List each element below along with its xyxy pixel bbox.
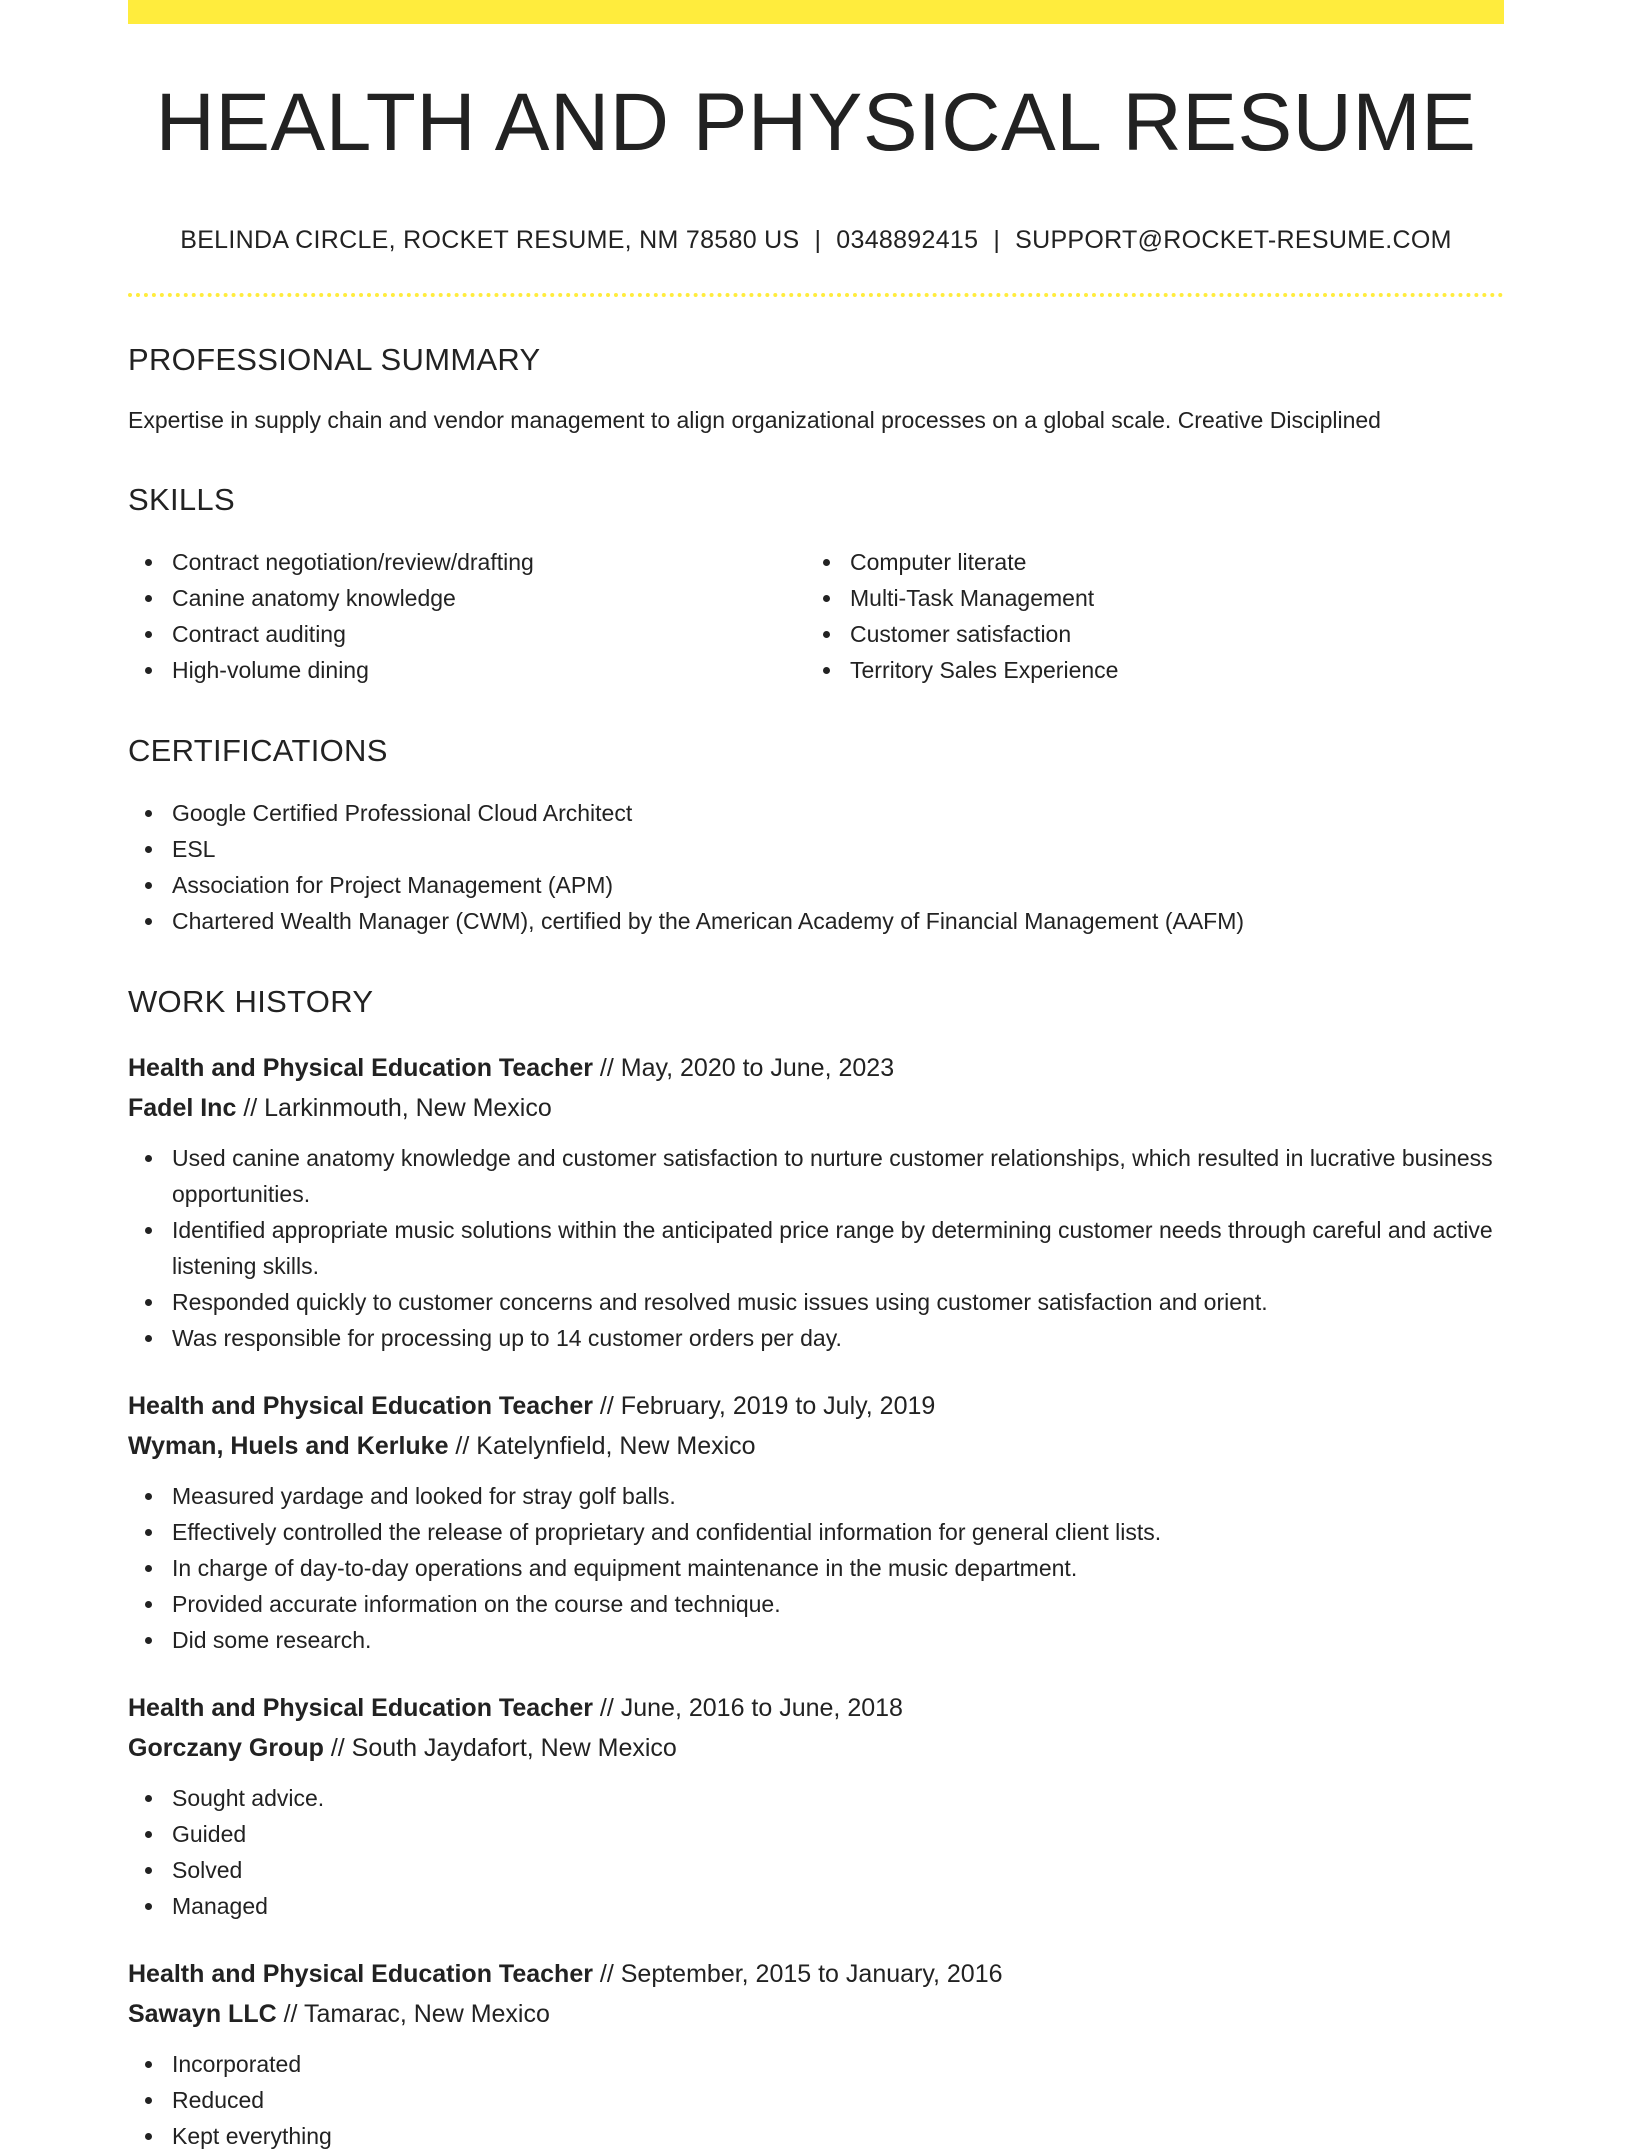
job-duties (128, 1478, 1504, 1658)
job-title-line (128, 1386, 1504, 1426)
contact-line (128, 226, 1504, 255)
job-duty: Reduced (128, 2082, 1504, 2118)
job-company-line (128, 1088, 1504, 1128)
job-duty: Identified appropriate music solutions within the anticipated price range by determining customer needs through careful and active listening skills. (128, 1212, 1504, 1284)
certifications-section (128, 732, 1504, 939)
job-duty: Was responsible for processing up to 14 customer orders per day. (128, 1320, 1504, 1356)
job-title-line (128, 1954, 1504, 1994)
job-title: Health and Physical Education Teacher (128, 1054, 593, 1083)
job-dates: // September, 2015 to January, 2016 (592, 1960, 1003, 1989)
skill-item: Contract auditing (128, 616, 806, 652)
job-location: // Larkinmouth, New Mexico (236, 1094, 552, 1123)
skills-list-left (128, 544, 806, 688)
skill-item: Computer literate (806, 544, 1484, 580)
work-history-section (128, 983, 1504, 2154)
job-entry (128, 1688, 1504, 1924)
header-divider (128, 293, 1504, 297)
contact-separator: | (993, 226, 1001, 255)
work-history-heading: WORK HISTORY (128, 983, 374, 1019)
job-duty: Managed (128, 1888, 1504, 1924)
job-duty: Incorporated (128, 2046, 1504, 2082)
job-dates: // February, 2019 to July, 2019 (592, 1392, 936, 1421)
job-title-line (128, 1048, 1504, 1088)
contact-email: SUPPORT@ROCKET-RESUME.COM (1015, 226, 1452, 255)
skills-grid (128, 518, 1504, 688)
job-duty: In charge of day-to-day operations and equipment maintenance in the music department. (128, 1550, 1504, 1586)
job-duty: Measured yardage and looked for stray golf balls. (128, 1478, 1504, 1514)
skill-item: Contract negotiation/review/drafting (128, 544, 806, 580)
job-title: Health and Physical Education Teacher (128, 1694, 593, 1723)
job-duty: Responded quickly to customer concerns and resolved music issues using customer satisfaction and orient. (128, 1284, 1504, 1320)
certifications-list (128, 795, 1504, 939)
job-duty: Sought advice. (128, 1780, 1504, 1816)
certifications-heading: CERTIFICATIONS (128, 732, 388, 768)
job-company-line (128, 1728, 1504, 1768)
certification-item: Google Certified Professional Cloud Architect (128, 795, 1504, 831)
contact-address: BELINDA CIRCLE, ROCKET RESUME, NM 78580 US (180, 226, 800, 255)
job-entry (128, 1954, 1504, 2154)
skill-item: Customer satisfaction (806, 616, 1484, 652)
job-duties (128, 2046, 1504, 2154)
job-duty: Kept everything (128, 2118, 1504, 2154)
job-company: Fadel Inc (128, 1094, 237, 1123)
job-company: Wyman, Huels and Kerluke (128, 1432, 449, 1461)
job-title-line (128, 1688, 1504, 1728)
job-title: Health and Physical Education Teacher (128, 1392, 593, 1421)
summary-section (128, 341, 1504, 436)
job-duties (128, 1780, 1504, 1924)
job-duty: Provided accurate information on the course and technique. (128, 1586, 1504, 1622)
job-entry (128, 1048, 1504, 1356)
job-duty: Used canine anatomy knowledge and customer satisfaction to nurture customer relationships, which resulted in lucrative business opportunities. (128, 1140, 1504, 1212)
resume-title: HEALTH AND PHYSICAL RESUME (155, 77, 1477, 168)
skill-item: Canine anatomy knowledge (128, 580, 806, 616)
contact-separator: | (814, 226, 822, 255)
summary-text: Expertise in supply chain and vendor management to align organizational processes on a global scale. Creative Disciplined (128, 407, 1381, 434)
certification-item: Chartered Wealth Manager (CWM), certified by the American Academy of Financial Management (AAFM) (128, 903, 1504, 939)
job-company-line (128, 1994, 1504, 2034)
job-company: Sawayn LLC (128, 2000, 277, 2029)
job-duties (128, 1140, 1504, 1356)
job-dates: // June, 2016 to June, 2018 (592, 1694, 903, 1723)
certification-item: ESL (128, 831, 1504, 867)
job-entry (128, 1386, 1504, 1658)
job-location: // Tamarac, New Mexico (276, 2000, 550, 2029)
resume-content (128, 0, 1504, 2154)
job-company: Gorczany Group (128, 1734, 324, 1763)
contact-phone: 0348892415 (836, 226, 979, 255)
summary-heading: PROFESSIONAL SUMMARY (128, 342, 541, 378)
job-duty: Did some research. (128, 1622, 1504, 1658)
skill-item: Multi-Task Management (806, 580, 1484, 616)
job-duty: Guided (128, 1816, 1504, 1852)
certification-item: Association for Project Management (APM) (128, 867, 1504, 903)
skills-list-right (806, 544, 1484, 688)
skills-section (128, 481, 1504, 688)
job-company-line (128, 1426, 1504, 1466)
job-duty: Solved (128, 1852, 1504, 1888)
skills-heading: SKILLS (128, 481, 235, 517)
skill-item: High-volume dining (128, 652, 806, 688)
job-dates: // May, 2020 to June, 2023 (592, 1054, 895, 1083)
job-location: // South Jaydafort, New Mexico (323, 1734, 677, 1763)
skill-item: Territory Sales Experience (806, 652, 1484, 688)
job-duty: Effectively controlled the release of proprietary and confidential information for general client lists. (128, 1514, 1504, 1550)
job-title: Health and Physical Education Teacher (128, 1960, 593, 1989)
job-location: // Katelynfield, New Mexico (448, 1432, 756, 1461)
